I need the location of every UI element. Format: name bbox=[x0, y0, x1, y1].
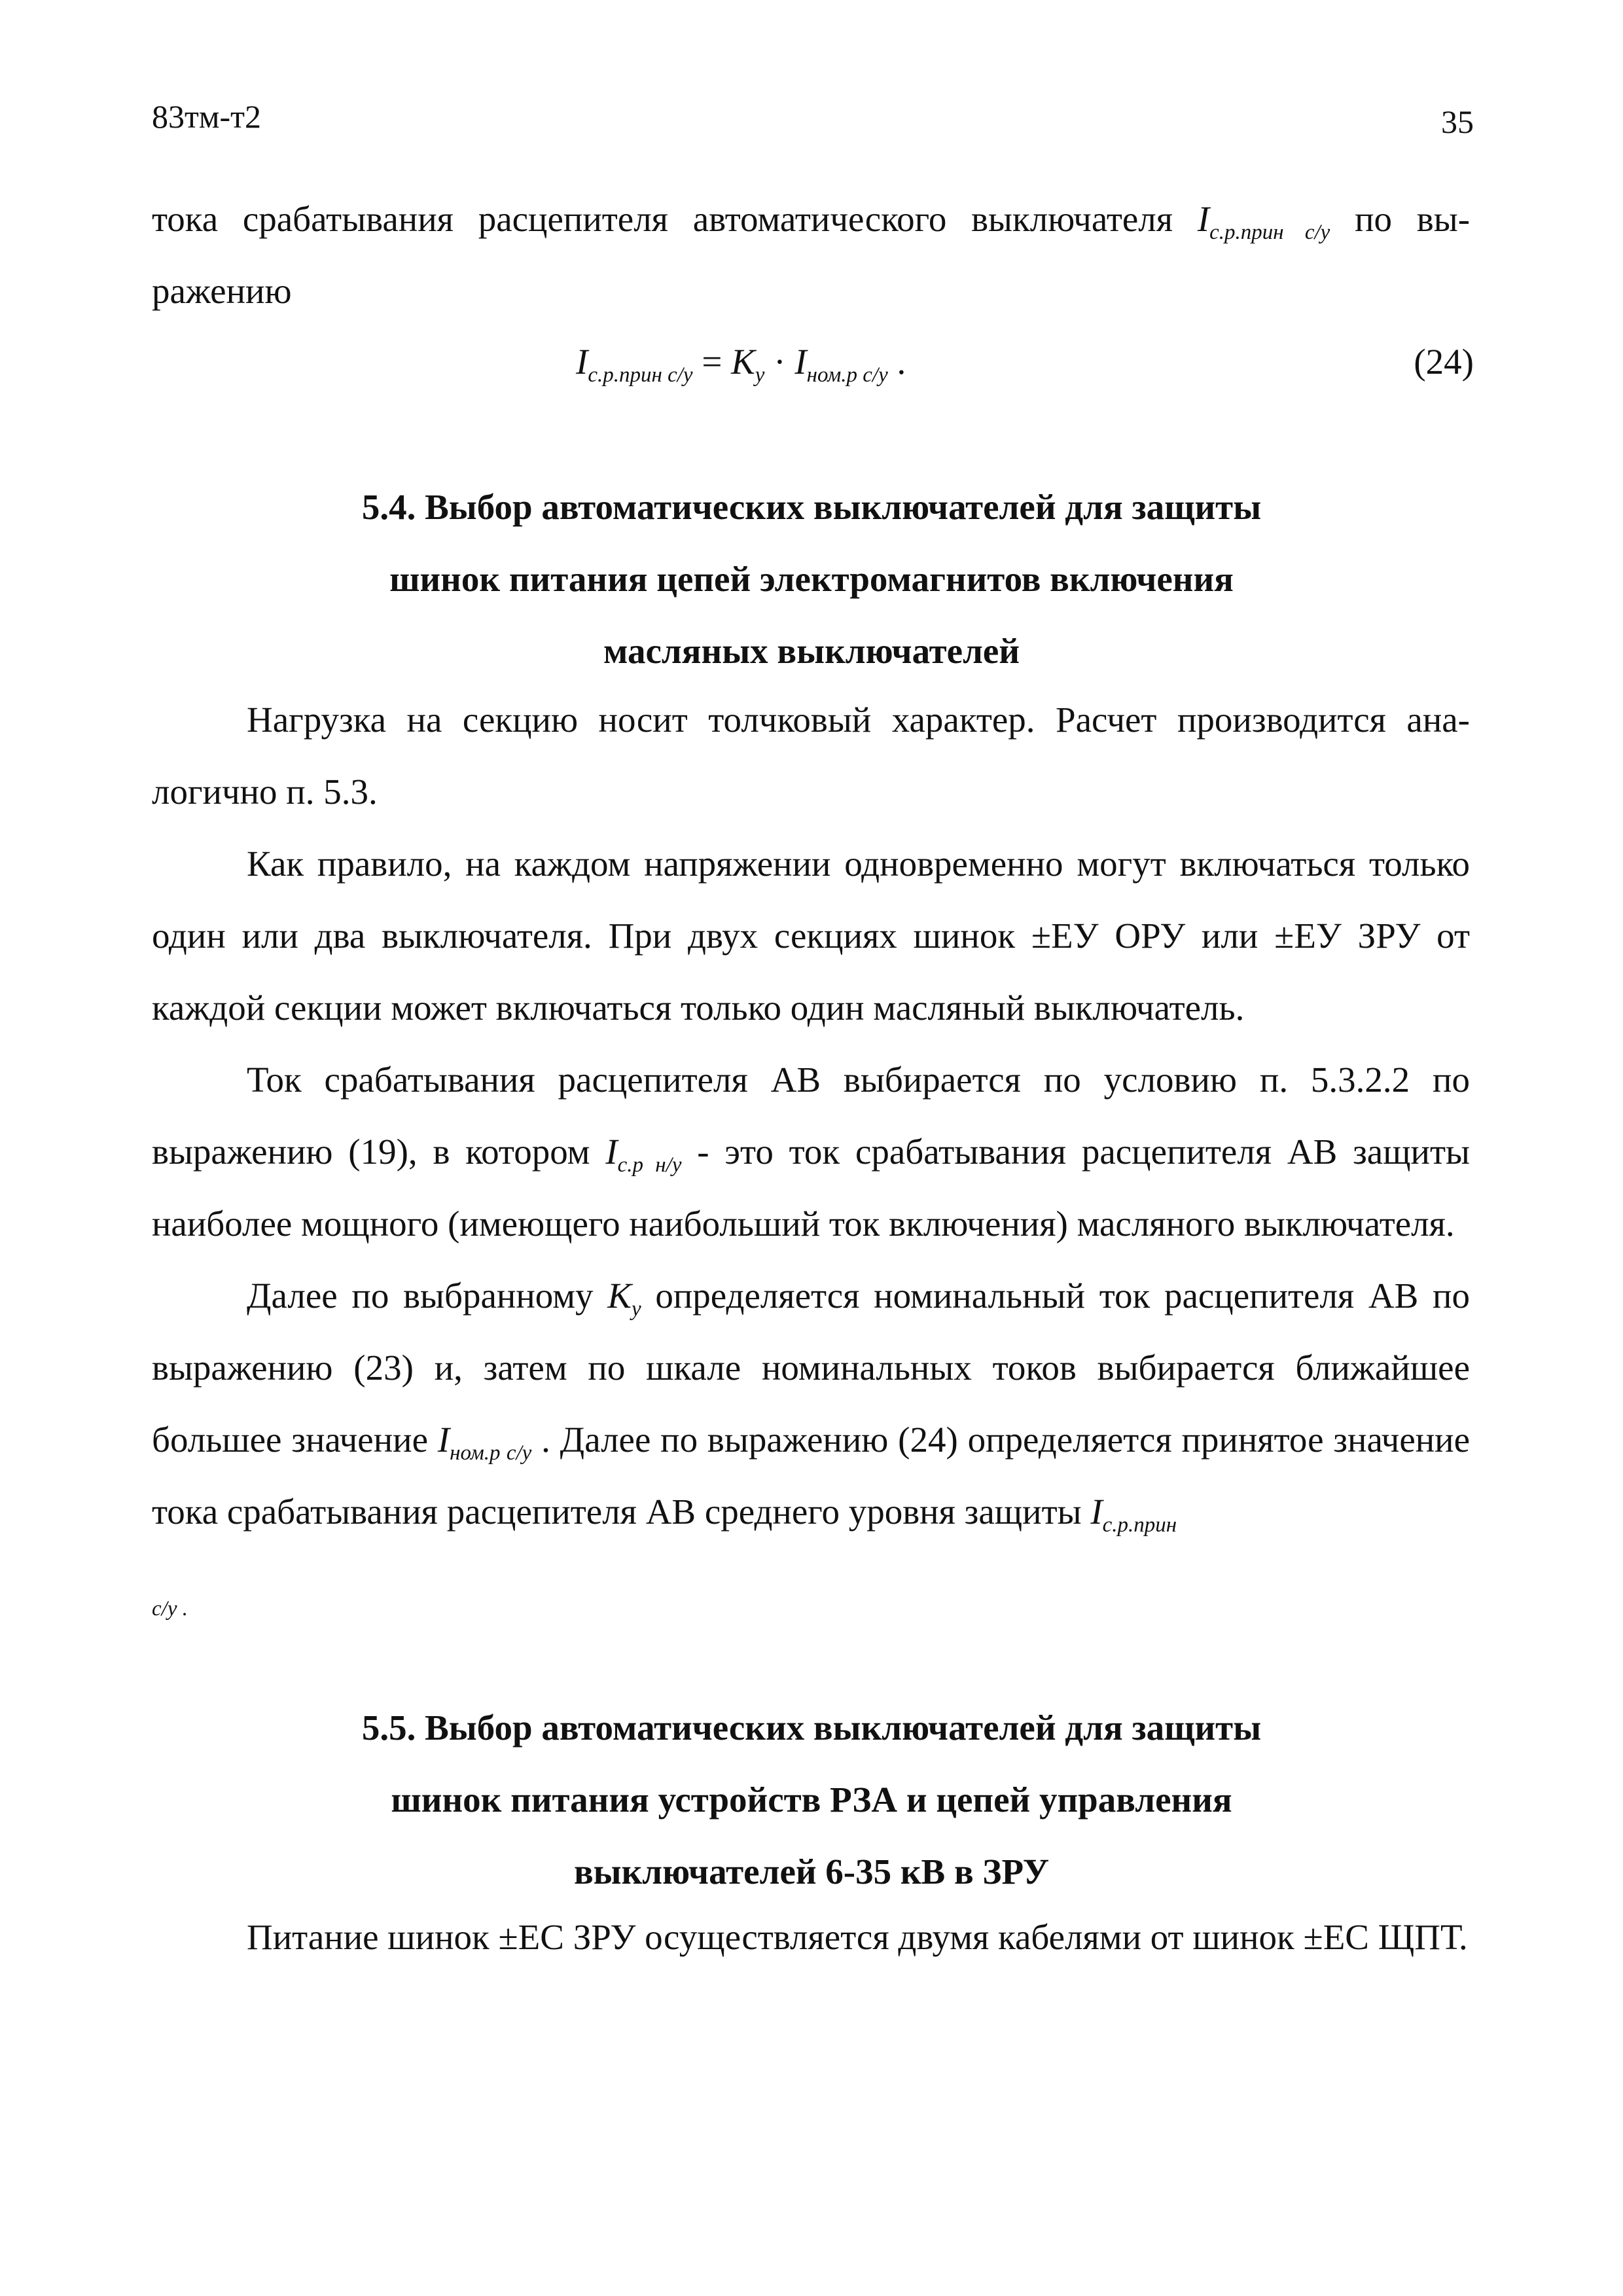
formula-number: (24) bbox=[1414, 342, 1474, 382]
section-5-4-title bbox=[0, 471, 1623, 687]
s54-p4-continuation: с/у . bbox=[152, 1597, 188, 1621]
formula-end: . bbox=[887, 342, 906, 382]
s54-p1-line1: Нагрузка на секцию носит толчковый характер. Расчет производится ана- bbox=[247, 700, 1470, 740]
formula-k-sub: у bbox=[755, 363, 765, 387]
section-5-5-title-line: шинок питания устройств РЗА и цепей управления bbox=[391, 1780, 1232, 1820]
s54-p4-a: Далее по выбранному bbox=[247, 1276, 608, 1316]
formula-dot: · bbox=[764, 342, 795, 382]
s54-p4-sub1: у bbox=[631, 1297, 641, 1321]
s54-p4-var2: I bbox=[437, 1420, 450, 1460]
s54-p3-sub: с.р н/у bbox=[617, 1153, 682, 1177]
s54-p3-b: - это ток срабатывания расцепителя АВ защиты наиболее мощного (имеющего наибольший ток включения) масляного выключателя. bbox=[152, 1132, 1470, 1244]
formula-lhs: I bbox=[576, 342, 588, 382]
s55-p1: Питание шинок ±ЕС ЗРУ осуществляется двумя кабелями от шинок ±ЕС ЩПТ. bbox=[247, 1917, 1468, 1957]
s54-p3 bbox=[152, 1044, 1470, 1260]
formula-expression bbox=[576, 332, 906, 391]
section-5-4-title-line: шинок питания цепей электромагнитов включения bbox=[389, 559, 1234, 599]
intro-line1-text: тока срабатывания расцепителя автоматического выключателя bbox=[152, 199, 1198, 239]
intro-var-sub: с.р.прин с/у bbox=[1209, 221, 1330, 244]
s54-p4-c: . Далее по выражению (24) определяется принятое значение тока срабатывания расцепителя АВ среднего уровня защиты bbox=[152, 1420, 1471, 1532]
section-5-4-title-line: масляных выключателей bbox=[603, 631, 1020, 671]
s54-p4-b: определяется номинальный ток расцепителя АВ по выражению (23) и, затем по шкале номинальных токов выбирается ближайшее большее значение bbox=[152, 1276, 1470, 1460]
s54-p1-line2: логично п. 5.3. bbox=[152, 772, 378, 812]
formula-k: K bbox=[731, 342, 755, 382]
s54-p4-var3: I bbox=[1090, 1492, 1103, 1532]
section-5-4-title-line: 5.4. Выбор автоматических выключателей для защиты bbox=[361, 487, 1262, 527]
s54-p3-var: I bbox=[605, 1132, 618, 1172]
intro-line1-tail: по вы- bbox=[1330, 199, 1471, 239]
s54-p4 bbox=[152, 1260, 1470, 1548]
section-5-5-title-line: 5.5. Выбор автоматических выключателей для защиты bbox=[361, 1708, 1262, 1748]
intro-line2: ражению bbox=[152, 271, 292, 311]
formula-24 bbox=[0, 332, 1623, 391]
s54-p4-var1: K bbox=[607, 1276, 632, 1316]
section-5-5-title-line: выключателей 6-35 кВ в ЗРУ bbox=[573, 1852, 1050, 1892]
s54-p4-sub3: с.р.прин bbox=[1102, 1513, 1177, 1537]
formula-equals: = bbox=[692, 342, 732, 382]
s54-p2: Как правило, на каждом напряжении одновременно могут включаться только один или два выключателя. При двух секциях шинок ±ЕУ ОРУ или ±ЕУ ЗРУ от каждой секции может включаться только один масляный выключатель. bbox=[152, 844, 1470, 1028]
page-number: 35 bbox=[1441, 103, 1474, 140]
section-5-5-title bbox=[0, 1692, 1623, 1908]
section-5-5-body bbox=[152, 1901, 1470, 1973]
document-code: 83тм-т2 bbox=[152, 98, 261, 135]
formula-lhs-sub: с.р.прин с/у bbox=[588, 363, 693, 387]
section-5-4-body bbox=[152, 684, 1470, 1548]
intro-var: I bbox=[1197, 199, 1210, 239]
s54-p4-sub2: ном.р с/у bbox=[450, 1441, 532, 1465]
formula-i2-sub: ном.р с/у bbox=[806, 363, 888, 387]
intro-paragraph bbox=[152, 183, 1470, 327]
formula-i2: I bbox=[794, 342, 807, 382]
s54-p3-a: Ток срабатывания расцепителя АВ выбирается по условию п. 5.3.2.2 по выражению (19), в котором bbox=[152, 1060, 1470, 1172]
